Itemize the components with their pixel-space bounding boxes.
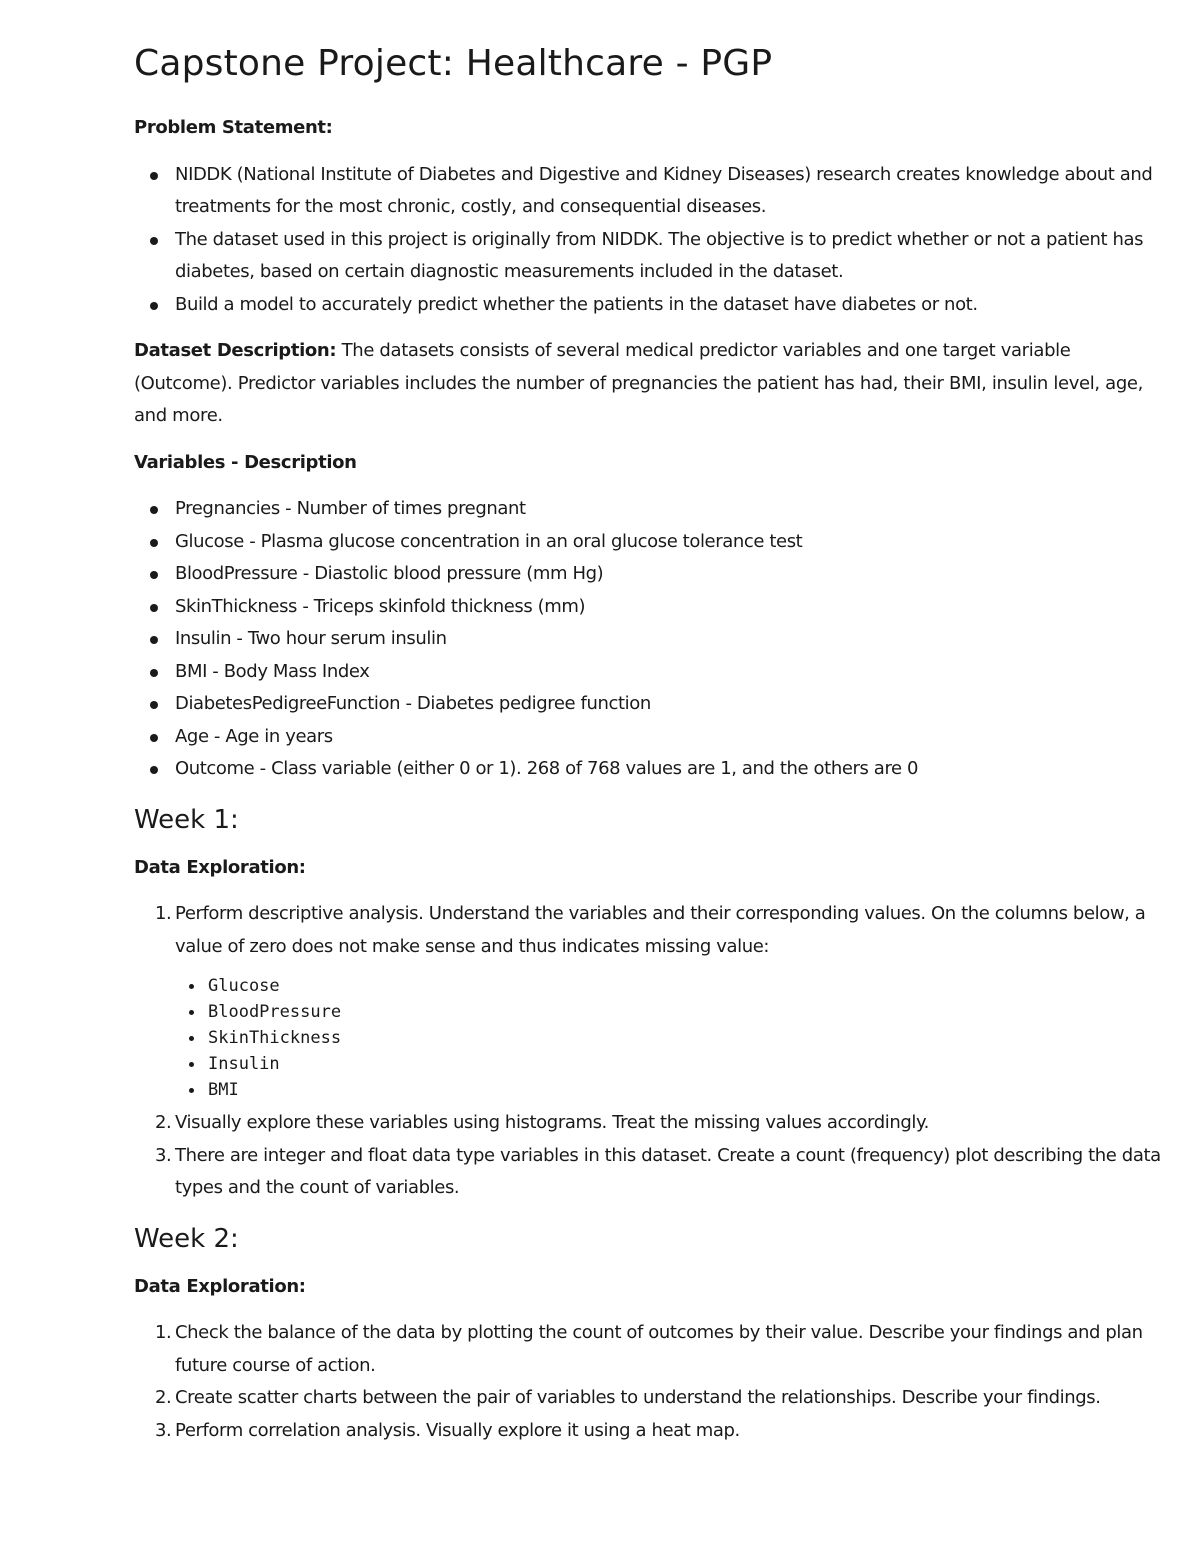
list-item: The dataset used in this project is originally from NIDDK. The objective is to predict whether or not a patient has diabetes, based on certain diagnostic measurements included in the dataset. [175, 224, 1164, 289]
variables-list [134, 493, 1164, 786]
document-page [134, 38, 1164, 1461]
week2-heading: Week 2: [134, 1223, 239, 1254]
list-item: Pregnancies - Number of times pregnant [175, 493, 1164, 526]
list-item: Insulin - Two hour serum insulin [175, 623, 1164, 656]
page-title: Capstone Project: Healthcare - PGP [134, 43, 773, 84]
problem-statement-heading: Problem Statement: [134, 117, 333, 138]
list-item: BMI - Body Mass Index [175, 656, 1164, 689]
step-number: 2. [155, 1112, 172, 1133]
list-item: SkinThickness - Triceps skinfold thickness (mm) [175, 591, 1164, 624]
column-name: SkinThickness [208, 1025, 1164, 1051]
list-item: NIDDK (National Institute of Diabetes and Digestive and Kidney Diseases) research creates knowledge about and treatments for the most chronic, costly, and consequential diseases. [175, 159, 1164, 224]
step-item [155, 1107, 1164, 1140]
step-text: Create scatter charts between the pair of variables to understand the relationships. Describe your findings. [175, 1387, 1101, 1408]
column-name: Insulin [208, 1051, 1164, 1077]
column-name: BloodPressure [208, 999, 1164, 1025]
step-text: Perform descriptive analysis. Understand the variables and their corresponding values. On the columns below, a value of zero does not make sense and thus indicates missing value: [175, 903, 1146, 957]
dataset-description-label: Dataset Description: [134, 340, 337, 361]
step-number: 3. [155, 1419, 172, 1441]
step-number: 1. [155, 1322, 172, 1343]
problem-statement-list [134, 159, 1164, 322]
step-number: 2. [155, 1387, 172, 1408]
step-item [155, 1415, 1164, 1448]
list-item: Build a model to accurately predict whether the patients in the dataset have diabetes or not. [175, 289, 1164, 322]
list-item: Age - Age in years [175, 721, 1164, 754]
week2-steps [134, 1317, 1164, 1447]
column-name: Glucose [208, 973, 1164, 999]
step-text: Visually explore these variables using histograms. Treat the missing values accordingly. [175, 1112, 930, 1133]
list-item: Glucose - Plasma glucose concentration in an oral glucose tolerance test [175, 526, 1164, 559]
column-name: BMI [208, 1077, 1164, 1103]
week1-heading: Week 1: [134, 804, 239, 835]
step-text: Check the balance of the data by plotting the count of outcomes by their value. Describe your findings and plan future course of action. [175, 1322, 1143, 1376]
step-text: There are integer and float data type variables in this dataset. Create a count (frequency) plot describing the data types and the count of variables. [175, 1144, 1161, 1198]
list-item: BloodPressure - Diastolic blood pressure (mm Hg) [175, 558, 1164, 591]
step-text: Perform correlation analysis. Visually explore it using a heat map. [175, 1419, 740, 1441]
variables-heading: Variables - Description [134, 451, 357, 473]
list-item: Outcome - Class variable (either 0 or 1). 268 of 768 values are 1, and the others are 0 [175, 753, 1164, 786]
step-item [155, 1317, 1164, 1382]
list-item: DiabetesPedigreeFunction - Diabetes pedigree function [175, 688, 1164, 721]
week1-subheading: Data Exploration: [134, 856, 306, 878]
dataset-description-text: The datasets consists of several medical predictor variables and one target variable (Outcome). Predictor variables includes the number of pregnancies the patient has had, their BMI, insulin level, age, and more. [134, 340, 1144, 426]
step-number: 3. [155, 1144, 172, 1166]
step-number: 1. [155, 903, 172, 924]
week2-subheading: Data Exploration: [134, 1275, 306, 1297]
step-item [155, 1382, 1164, 1415]
dataset-description [134, 335, 1164, 433]
step-item [155, 898, 1164, 1103]
week1-steps [134, 898, 1164, 1205]
step-item [155, 1140, 1164, 1205]
missing-value-columns [175, 973, 1164, 1103]
